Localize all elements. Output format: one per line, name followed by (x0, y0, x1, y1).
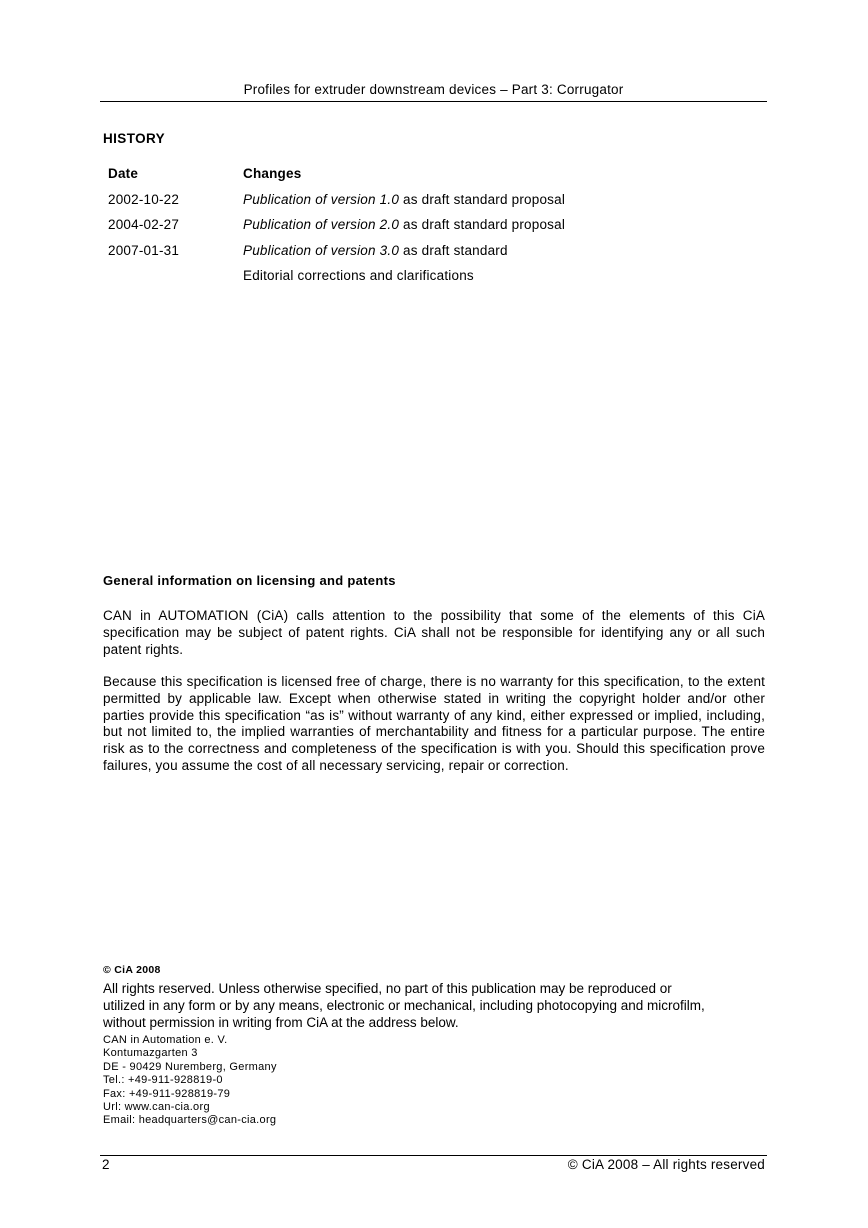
date-column-header: Date (108, 166, 139, 181)
address-line: Url: www.can-cia.org (103, 1101, 210, 1114)
history-change (243, 243, 508, 258)
history-change-italic: Publication of version 3.0 (243, 242, 400, 258)
history-change-italic: Publication of version 1.0 (243, 191, 400, 207)
licensing-paragraph-warranty: Because this specification is licensed free of charge, there is no warranty for this specification, to the extent permitted by applicable law. Except when otherwise stated in writing the copyright holder and/or other parties provide this specification “as is” without warranty of any kind, either expressed or implied, including, but not limited to, the implied warranties of merchantability and fitness for a particular purpose. The entire risk as to the correctness and completeness of the specification is with you. Should this specification prove failures, you assume the cost of all necessary servicing, repair or correction. (103, 674, 765, 773)
address-line: Tel.: +49-911-928819-0 (103, 1074, 223, 1087)
history-change-rest: as draft standard proposal (399, 191, 566, 207)
licensing-paragraph-patents: CAN in AUTOMATION (CiA) calls attention to the possibility that some of the elements of this CiA specification may be subject of patent rights. CiA shall not be responsible for identifying any or all such patent rights. (103, 608, 765, 657)
changes-column-header: Changes (243, 166, 302, 181)
address-line: CAN in Automation e. V. (103, 1034, 228, 1046)
history-change-italic: Publication of version 2.0 (243, 217, 400, 232)
history-change (243, 268, 474, 283)
copyright-heading: © CiA 2008 (103, 964, 161, 976)
page-number: 2 (102, 1157, 110, 1172)
history-date: 2004-02-27 (108, 217, 180, 232)
address-block (103, 1034, 277, 1128)
history-change-rest: Editorial corrections and clarifications (243, 268, 474, 283)
history-date: 2007-01-31 (108, 242, 180, 258)
history-change-rest: as draft standard (399, 242, 508, 258)
address-line: Kontumazgarten 3 (103, 1047, 198, 1060)
address-line: Email: headquarters@can-cia.org (103, 1114, 277, 1127)
footer-copyright: © CiA 2008 – All rights reserved (567, 1157, 765, 1172)
history-change (243, 217, 565, 232)
rights-line: without permission in writing from CiA at the address below. (103, 1015, 459, 1030)
address-line: DE - 90429 Nuremberg, Germany (103, 1060, 277, 1073)
header-title: Profiles for extruder downstream devices – Part 3: Corrugator (243, 82, 624, 97)
history-date: 2002-10-22 (108, 191, 180, 207)
history-change (243, 192, 565, 207)
rights-line: utilized in any form or by any means, electronic or mechanical, including photocopying and microfilm, (103, 998, 705, 1013)
licensing-heading: General information on licensing and patents (103, 573, 396, 588)
history-heading: HISTORY (103, 131, 166, 146)
rights-statement (103, 980, 773, 1031)
rights-line: All rights reserved. Unless otherwise specified, no part of this publication may be reproduced or (103, 981, 672, 996)
address-line: Fax: +49-911-928819-79 (103, 1087, 231, 1100)
page-footer (100, 1155, 767, 1172)
history-change-rest: as draft standard proposal (399, 217, 566, 232)
page-header (100, 82, 767, 102)
